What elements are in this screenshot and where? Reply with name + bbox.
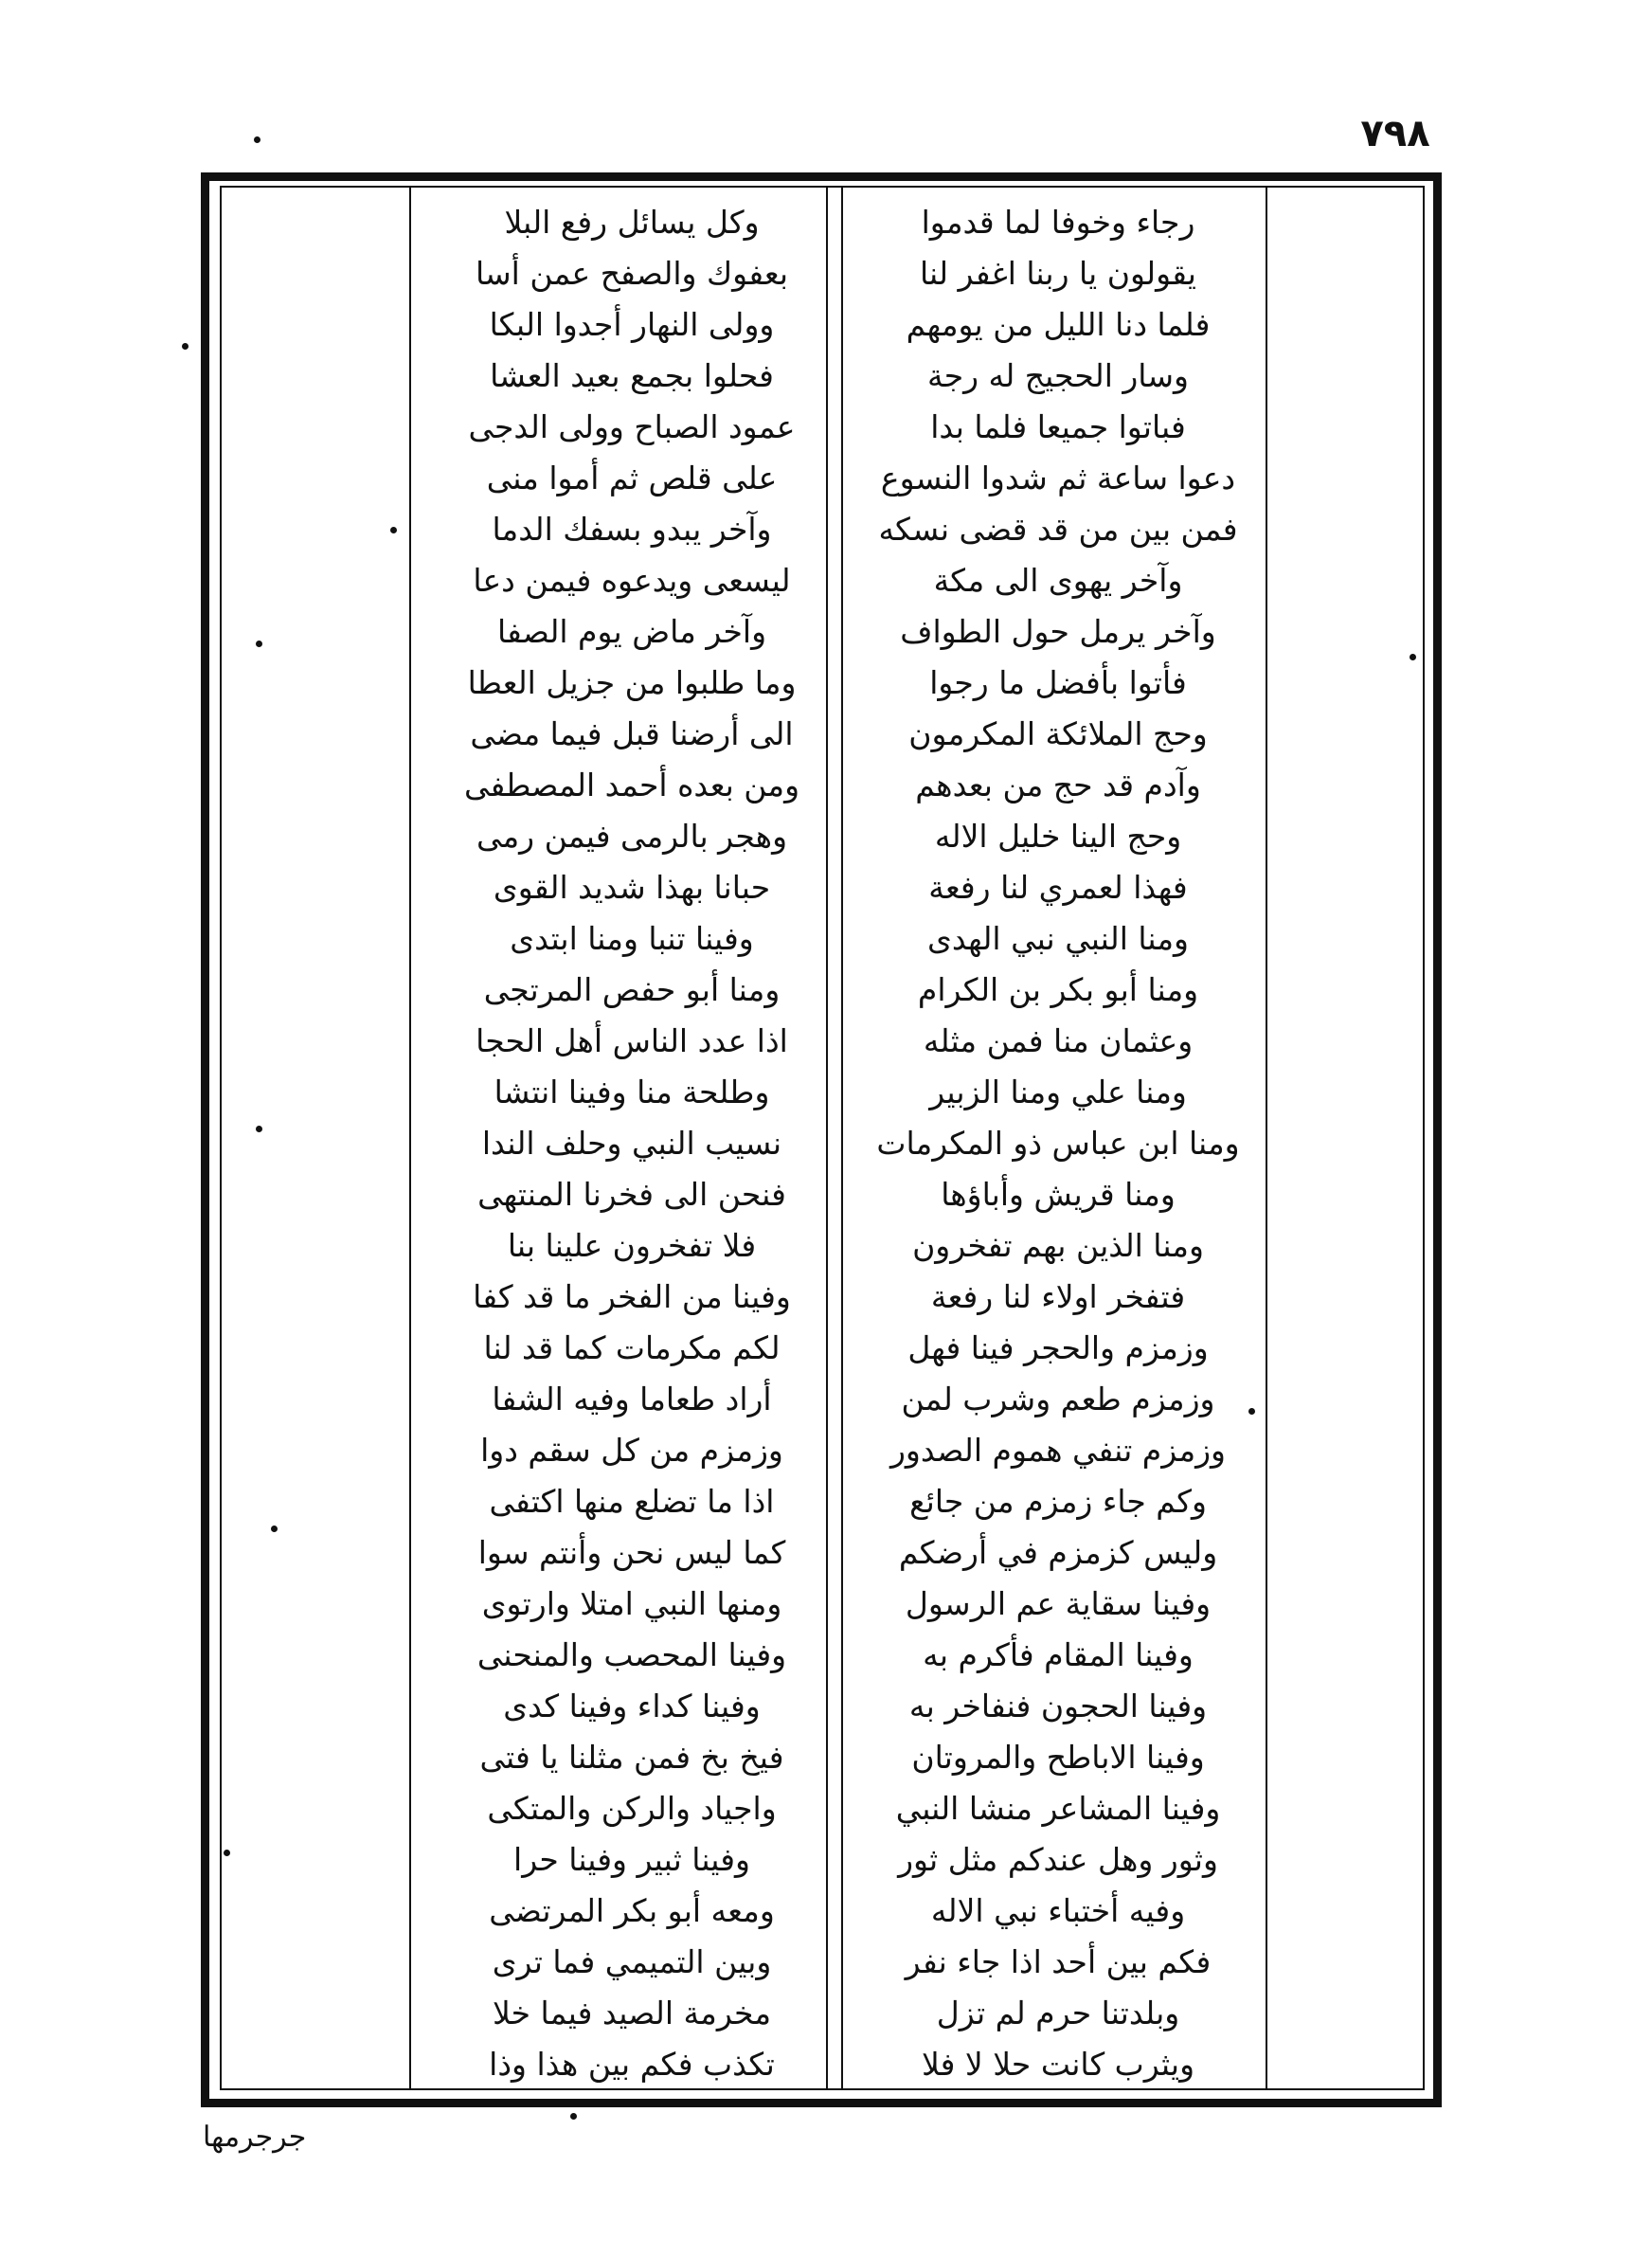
verse-line: تكذب فكم بين هذا وذا xyxy=(489,2046,775,2083)
verse-line: وعثمان منا فمن مثله xyxy=(923,1022,1194,1059)
ink-speck xyxy=(271,1526,278,1532)
verse-line: ومنا النبي نبي الهدى xyxy=(927,920,1189,957)
ink-speck xyxy=(182,343,189,350)
verse-line: مخرمة الصيد فيما خلا xyxy=(492,1995,772,2031)
verse-line: وهجر بالرمى فيمن رمى xyxy=(476,818,788,855)
verse-line: وآخر يبدو بسفك الدما xyxy=(492,511,772,548)
verse-line: وآخر يهوى الى مكة xyxy=(933,562,1183,599)
verse-line: ومنا علي ومنا الزبير xyxy=(929,1074,1187,1110)
verse-line: وكم جاء زمزم من جائع xyxy=(909,1483,1207,1520)
verse-line: لكم مكرمات كما قد لنا xyxy=(483,1329,781,1366)
verse-line: وآخر ماض يوم الصفا xyxy=(496,613,767,650)
text-column-left xyxy=(438,197,826,2083)
verse-line: فهذا لعمري لنا رفعة xyxy=(928,869,1188,906)
verse-line: ومنا قريش وأباؤها xyxy=(941,1176,1176,1213)
verse-line: وآخر يرمل حول الطواف xyxy=(900,613,1216,650)
verse-line: ليسعى ويدعوه فيمن دعا xyxy=(473,562,791,599)
verse-line: وسار الحجيج له رجة xyxy=(927,357,1189,394)
center-column-rule-left xyxy=(826,186,828,2090)
verse-line: وثور وهل عندكم مثل ثور xyxy=(898,1841,1218,1878)
ink-speck xyxy=(1248,1408,1255,1415)
page-number: ٧٩٨ xyxy=(1360,112,1430,155)
verse-line: وزمزم تنفي هموم الصدور xyxy=(890,1432,1226,1469)
verse-line: فلا تفخرون علينا بنا xyxy=(507,1227,757,1264)
verse-line: يقولون يا ربنا اغفر لنا xyxy=(920,255,1196,292)
verse-line: كما ليس نحن وأنتم سوا xyxy=(477,1534,786,1571)
verse-line: وفينا المحصب والمنحنى xyxy=(476,1636,787,1673)
verse-line: وما طلبوا من جزيل العطا xyxy=(467,664,797,701)
center-column-rule-right xyxy=(841,186,843,2090)
left-margin-rule xyxy=(409,186,411,2090)
verse-line: أراد طعاما وفيه الشفا xyxy=(492,1381,772,1417)
verse-line: ومنا ابن عباس ذو المكرمات xyxy=(876,1125,1240,1162)
ink-speck xyxy=(1410,654,1416,660)
verse-line: دعوا ساعة ثم شدوا النسوع xyxy=(880,460,1236,497)
verse-line: نسيب النبي وحلف الندا xyxy=(481,1125,782,1162)
verse-line: ومنا أبو حفص المرتجى xyxy=(483,971,781,1008)
verse-line: ومن بعده أحمد المصطفى xyxy=(463,767,800,803)
catchword: جرجرمها xyxy=(203,2121,307,2154)
verse-line: بعفوك والصفح عمن أسا xyxy=(475,255,789,292)
verse-line: ويثرب كانت حلا لا فلا xyxy=(921,2046,1195,2083)
verse-line: وفينا من الفخر ما قد كفا xyxy=(473,1278,791,1315)
ink-speck xyxy=(570,2113,577,2120)
verse-line: وبين التميمي فما ترى xyxy=(492,1943,772,1980)
verse-line: وفينا ثبير وفينا حرا xyxy=(513,1841,750,1878)
verse-line: وزمزم من كل سقم دوا xyxy=(480,1432,783,1469)
text-column-right xyxy=(864,197,1252,2083)
verse-line: ومعه أبو بكر المرتضى xyxy=(489,1892,775,1929)
ink-speck xyxy=(390,527,397,533)
verse-line: واجياد والركن والمتكى xyxy=(487,1790,777,1827)
verse-line: اذا ما تضلع منها اكتفى xyxy=(489,1483,775,1520)
verse-line: وبلدتنا حرم لم تزل xyxy=(936,1995,1180,2031)
verse-line: وولى النهار أجدوا البكا xyxy=(489,306,775,343)
verse-line: وليس كزمزم في أرضكم xyxy=(898,1534,1218,1571)
verse-line: على قلص ثم أموا منى xyxy=(486,460,778,497)
verse-line: وآدم قد حج من بعدهم xyxy=(915,767,1201,803)
ink-speck xyxy=(254,136,260,143)
verse-line: وفينا المقام فأكرم به xyxy=(923,1636,1194,1673)
verse-line: وفينا الاباطح والمروتان xyxy=(911,1739,1205,1776)
verse-line: فكم بين أحد اذا جاء نفر xyxy=(905,1943,1212,1980)
verse-line: رجاء وخوفا لما قدموا xyxy=(921,204,1195,241)
verse-line: وفينا سقاية عم الرسول xyxy=(905,1585,1212,1622)
verse-line: اذا عدد الناس أهل الحجا xyxy=(476,1022,788,1059)
verse-line: ومنا الذين بهم تفخرون xyxy=(912,1227,1204,1264)
verse-line: وفينا المشاعر منشا النبي xyxy=(895,1790,1221,1827)
ink-speck xyxy=(256,641,262,647)
verse-line: وكل يسائل رفع البلا xyxy=(504,204,760,241)
verse-line: وطلحة منا وفينا انتشا xyxy=(494,1074,770,1110)
verse-line: وفينا الحجون فنفاخر به xyxy=(908,1688,1208,1724)
verse-line: الى أرضنا قبل فيما مضى xyxy=(470,715,794,752)
verse-line: وفيه أختباء نبي الاله xyxy=(930,1892,1186,1929)
verse-line: فلما دنا الليل من يومهم xyxy=(906,306,1211,343)
verse-line: وحج الملائكة المكرمون xyxy=(908,715,1208,752)
verse-line: وحج الينا خليل الاله xyxy=(934,818,1182,855)
verse-line: فباتوا جميعا فلما بدا xyxy=(930,408,1186,445)
verse-line: وزمزم والحجر فينا فهل xyxy=(907,1329,1209,1366)
ink-speck xyxy=(224,1850,230,1856)
ink-speck xyxy=(256,1126,262,1132)
verse-line: عمود الصباح وولى الدجى xyxy=(468,408,796,445)
verse-line: فمن بين من قد قضى نسكه xyxy=(878,511,1238,548)
verse-line: فنحن الى فخرنا المنتهى xyxy=(477,1176,786,1213)
verse-line: فيخ بخ فمن مثلنا يا فتى xyxy=(479,1739,784,1776)
verse-line: وزمزم طعم وشرب لمن xyxy=(901,1381,1215,1417)
right-margin-rule xyxy=(1266,186,1267,2090)
verse-line: ومنها النبي امتلا وارتوى xyxy=(481,1585,782,1622)
verse-line: حبانا بهذا شديد القوى xyxy=(493,869,771,906)
verse-line: فأتوا بأفضل ما رجوا xyxy=(929,664,1187,701)
verse-line: وفينا تنبا ومنا ابتدى xyxy=(510,920,754,957)
verse-line: ومنا أبو بكر بن الكرام xyxy=(917,971,1199,1008)
verse-line: فتفخر اولاء لنا رفعة xyxy=(930,1278,1186,1315)
verse-line: وفينا كداء وفينا كدى xyxy=(503,1688,761,1724)
verse-line: فحلوا بجمع بعيد العشا xyxy=(490,357,774,394)
